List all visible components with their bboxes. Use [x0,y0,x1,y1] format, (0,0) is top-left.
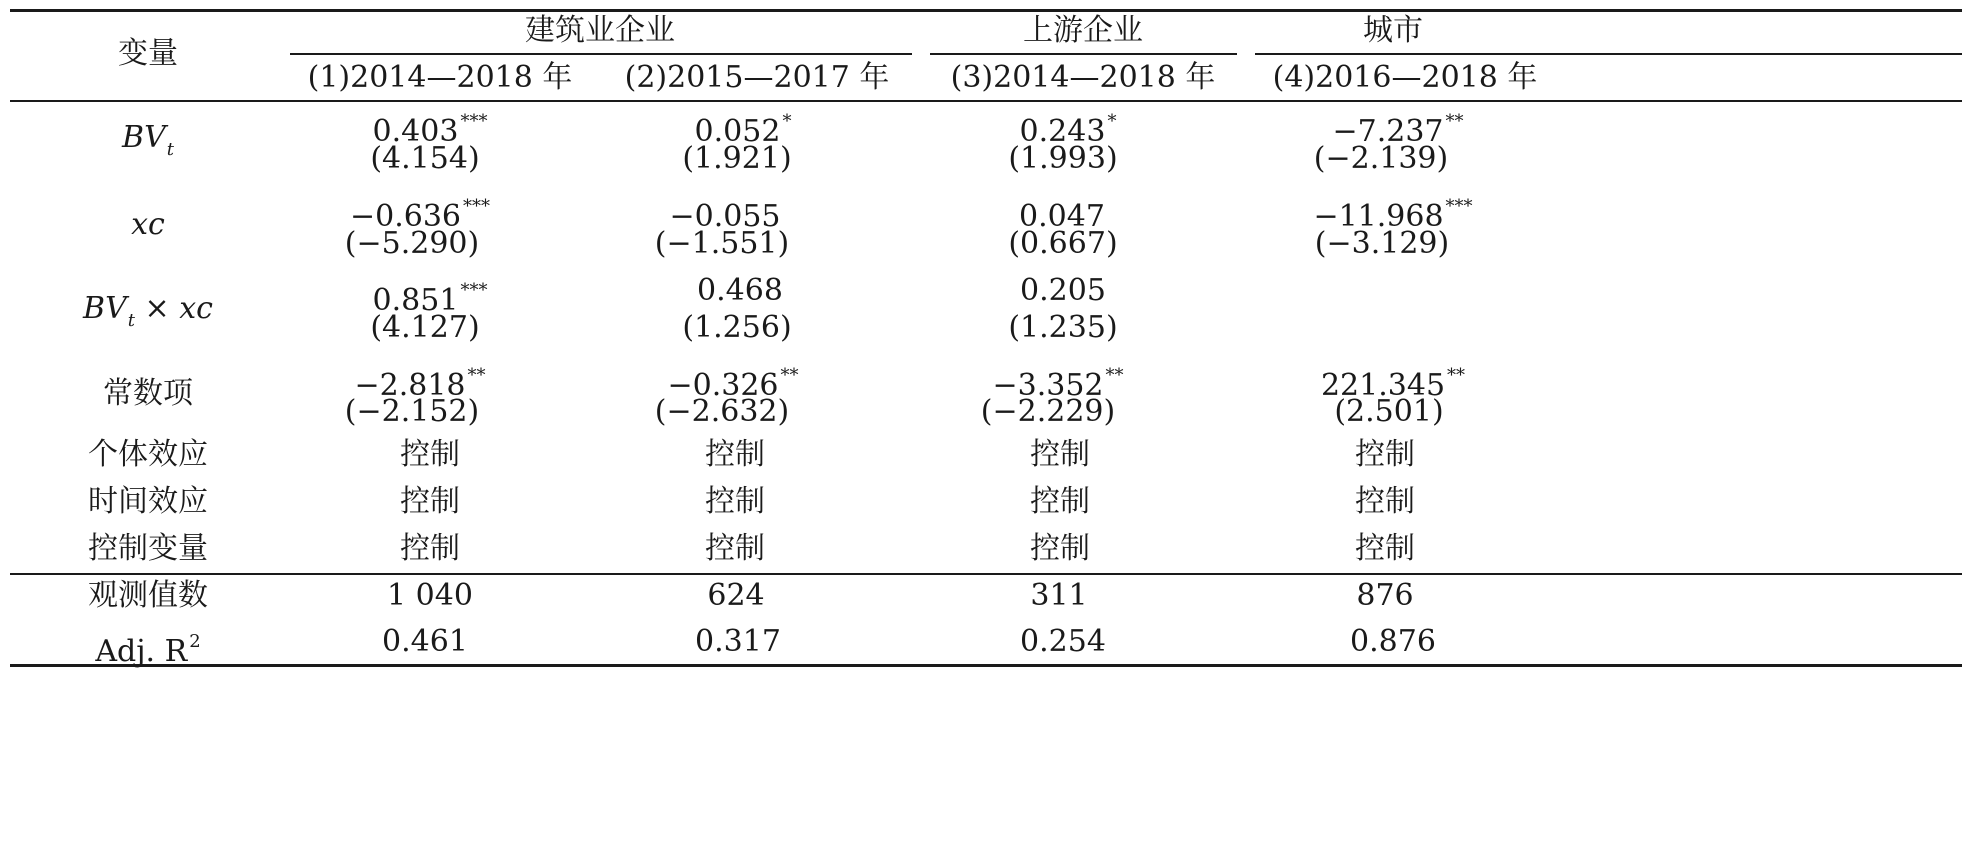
column-header-3: (3)2014—2018 年 [950,60,1216,95]
const-t-1: (−2.152) [344,394,480,429]
const-t-2: (−2.632) [654,394,790,429]
column-header-2: (2)2015—2017 年 [624,60,890,95]
bv-coef-3-value: 0.243 [1019,114,1106,149]
interaction-label-tail: × xc [135,291,213,326]
interaction-label-main: BV [83,291,127,326]
group-header-city: 城市 [1363,13,1423,48]
group-underline-upstream [930,53,1237,55]
xc-t-4: (−3.129) [1314,226,1450,261]
top-rule [10,9,1962,12]
xc-coef-1-value: −0.636 [349,199,462,234]
interaction-coef-1-value: 0.851 [372,283,459,318]
individual-effect-1: 控制 [400,437,460,472]
row-label-individual-effect: 个体效应 [88,437,208,472]
interaction-coef-2-value: 0.468 [697,273,783,308]
control-variables-1: 控制 [400,531,460,566]
adj-r2-2: 0.317 [695,624,781,659]
const-t-3: (−2.229) [980,394,1116,429]
observations-2: 624 [707,578,765,613]
bv-label-sub: t [166,139,174,160]
const-coef-3-value: −3.352 [992,368,1104,403]
bv-coef-2-stars: * [782,111,792,132]
individual-effect-3: 控制 [1030,437,1090,472]
const-coef-1-value: −2.818 [354,368,466,403]
row-label-time-effect: 时间效应 [88,484,208,519]
xc-coef-1-stars: *** [463,196,491,217]
adj-r2-1: 0.461 [382,624,468,659]
const-coef-1-stars: ** [467,365,486,386]
observations-1: 1 040 [387,578,473,613]
adj-r2-4: 0.876 [1350,624,1436,659]
bv-coef-3-stars: * [1107,111,1117,132]
individual-effect-4: 控制 [1355,437,1415,472]
bv-label-main: BV [122,120,166,155]
xc-t-1: (−5.290) [344,226,480,261]
xc-coef-4-value: −11.968 [1313,199,1444,234]
xc-coef-3-value: 0.047 [1019,199,1105,234]
time-effect-4: 控制 [1355,484,1415,519]
interaction-t-3: (1.235) [1008,310,1118,345]
time-effect-3: 控制 [1030,484,1090,519]
column-header-1: (1)2014—2018 年 [307,60,573,95]
observations-3: 311 [1030,578,1088,613]
interaction-t-1: (4.127) [370,310,480,345]
control-variables-2: 控制 [705,531,765,566]
group-header-upstream: 上游企业 [1023,13,1143,48]
bv-t-1: (4.154) [370,141,480,176]
row-label-interaction [83,291,213,339]
column-header-4: (4)2016—2018 年 [1272,60,1538,95]
row-label-constant: 常数项 [103,376,193,411]
const-coef-4-stars: ** [1447,365,1466,386]
const-t-4: (2.501) [1334,394,1444,429]
xc-t-2: (−1.551) [654,226,790,261]
group-header-construction: 建筑业企业 [525,13,675,48]
xc-coef-2-value: −0.055 [669,199,781,234]
control-variables-4: 控制 [1355,531,1415,566]
interaction-coef-1-stars: *** [460,280,488,301]
interaction-t-2: (1.256) [682,310,792,345]
row-label-xc: xc [131,207,165,242]
header-rule [10,100,1962,102]
const-coef-3-stars: ** [1105,365,1124,386]
row-label-control-variables: 控制变量 [88,531,208,566]
interaction-coef-3-value: 0.205 [1020,273,1106,308]
interaction-coef-2 [697,273,783,309]
observations-4: 876 [1356,578,1414,613]
bv-t-2: (1.921) [682,141,792,176]
bv-t-3: (1.993) [1008,141,1118,176]
row-label-adj-r2 [95,624,200,670]
xc-coef-4-stars: *** [1445,196,1473,217]
time-effect-1: 控制 [400,484,460,519]
group-underline-city [1255,53,1962,55]
const-coef-4-value: 221.345 [1320,368,1446,403]
const-coef-2-stars: ** [780,365,799,386]
bv-coef-2-value: 0.052 [694,114,781,149]
adj-r2-label-sup: 2 [189,631,201,652]
xc-t-3: (0.667) [1008,226,1118,261]
bv-coef-4-stars: ** [1445,111,1464,132]
bv-coef-4-value: −7.237 [1332,114,1444,149]
adj-r2-label-main: Adj. R [95,634,188,669]
interaction-label-sub: t [127,310,136,331]
individual-effect-2: 控制 [705,437,765,472]
time-effect-2: 控制 [705,484,765,519]
interaction-coef-3 [1020,273,1106,309]
bv-coef-1-value: 0.403 [372,114,459,149]
adj-r2-3: 0.254 [1020,624,1106,659]
control-variables-3: 控制 [1030,531,1090,566]
row-label-observations: 观测值数 [88,578,208,613]
const-coef-2-value: −0.326 [667,368,779,403]
mid-rule [10,573,1962,575]
bottom-rule [10,664,1962,667]
bv-coef-1-stars: *** [460,111,488,132]
row-label-bv [122,120,174,168]
variable-header: 变量 [118,36,178,71]
bv-t-4: (−2.139) [1313,141,1449,176]
group-underline-construction [290,53,912,55]
